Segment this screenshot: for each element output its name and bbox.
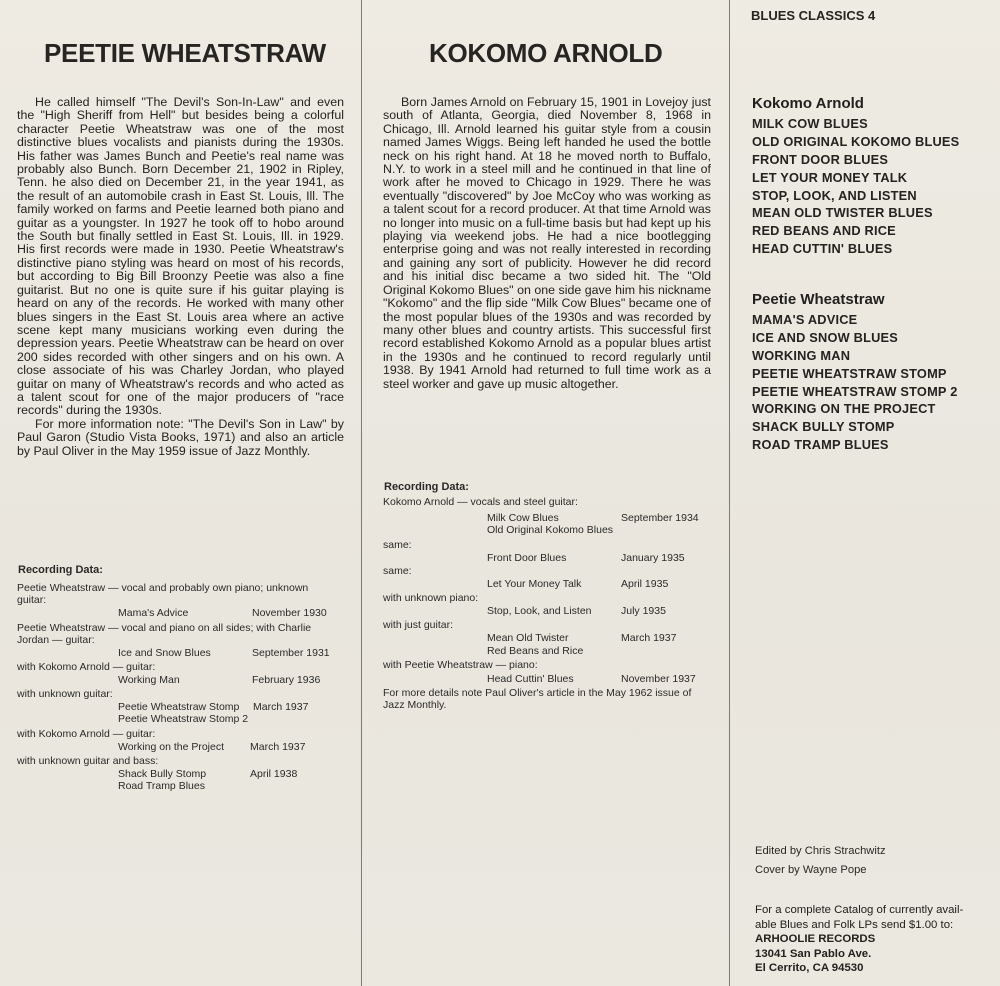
catalog-line: For a complete Catalog of currently avail- bbox=[755, 904, 964, 916]
cover-credit: Cover by Wayne Pope bbox=[755, 864, 867, 876]
track-item: ROAD TRAMP BLUES bbox=[752, 437, 889, 453]
catalog-line: able Blues and Folk LPs send $1.00 to: bbox=[755, 918, 954, 931]
session-date: November 1930 bbox=[252, 607, 327, 619]
track-item: SHACK BULLY STOMP bbox=[752, 419, 895, 435]
session-date: February 1936 bbox=[252, 674, 321, 686]
session-date: March 1937 bbox=[250, 741, 306, 753]
kokomo-arnold-bio bbox=[383, 96, 711, 391]
session-title: Peetie Wheatstraw Stomp 2 bbox=[118, 713, 249, 725]
session-date: March 1937 bbox=[253, 701, 309, 713]
recording-line: with Peetie Wheatstraw — piano: bbox=[383, 659, 538, 671]
session-date: September 1931 bbox=[252, 647, 330, 659]
recording-line: with unknown guitar and bass: bbox=[17, 755, 159, 767]
session-title: Stop, Look, and Listen bbox=[487, 605, 592, 617]
kokomo-arnold-heading: Kokomo Arnold bbox=[752, 95, 864, 112]
session-title: Old Original Kokomo Blues bbox=[487, 524, 614, 536]
record-label-city: El Cerrito, CA 94530 bbox=[755, 962, 864, 975]
track-item: STOP, LOOK, AND LISTEN bbox=[752, 187, 917, 203]
catalog-offer bbox=[755, 903, 963, 976]
session-date: July 1935 bbox=[621, 605, 666, 617]
column-divider-right bbox=[729, 0, 730, 986]
session-title: Mean Old Twister bbox=[487, 632, 569, 644]
recording-line: Jordan — guitar: bbox=[17, 634, 95, 646]
kokomo-arnold-track-list bbox=[752, 116, 959, 259]
session-date: September 1934 bbox=[621, 512, 699, 524]
record-label-street: 13041 San Pablo Ave. bbox=[755, 947, 872, 960]
bio-paragraph: Born James Arnold on February 15, 1901 in Lovejoy just south of Atlanta, Georgia, died November 8, 1968 in Chicago, Ill. Arnold learned his guitar style from a cousin named James Wiggs. Being left handed he used the bottle neck on his right hand. At 18 he moved north to Buffalo, N.Y. to work in a steel mill and he continued in that line of work after he moved to Chicago in 1929. There he was eventually "discovered" by Joe McCoy who was working as a talent scout for a record producer. At that time Arnold was no longer into music on a full-time basis but had kept up his playing via weekend jobs. He had a nice bootlegging enterprise going and was not really interested in recording and gaining any sort of publicity. However he did record and his initial disc became a two sided hit. The "Old Original Kokomo Blues" on one side gave him his nickname "Kokomo" and the flip side "Milk Cow Blues" became one of the most popular blues of the 1930s and was recorded by many other blues and country artists. This successful first record established Kokomo Arnold as a popular blues artist in the 1930s and he continued to record regularly until 1938. By 1941 Arnold had returned to full time work as a steel worker and gave up music altogether. bbox=[383, 95, 711, 391]
session-date: March 1937 bbox=[621, 632, 677, 644]
kokomo-arnold-title: KOKOMO ARNOLD bbox=[429, 38, 663, 68]
session-title: Peetie Wheatstraw Stomp bbox=[118, 701, 240, 713]
recording-line: Kokomo Arnold — vocals and steel guitar: bbox=[383, 496, 578, 508]
track-item: ICE AND SNOW BLUES bbox=[752, 329, 899, 345]
recording-line: with unknown guitar: bbox=[17, 688, 113, 700]
session-date: April 1935 bbox=[621, 578, 669, 590]
track-item: WORKING MAN bbox=[752, 347, 851, 363]
recording-line: Peetie Wheatstraw — vocal and probably own piano; unknown bbox=[17, 582, 309, 594]
recording-line: with unknown piano: bbox=[383, 592, 479, 604]
bio-paragraph: For more information note: "The Devil's Son in Law" by Paul Garon (Studio Vista Books, 1971) and also an article by Paul Oliver in the May 1959 issue of Jazz Monthly. bbox=[17, 416, 344, 458]
session-title: Ice and Snow Blues bbox=[118, 647, 211, 659]
session-title: Working Man bbox=[118, 674, 180, 686]
track-item: RED BEANS AND RICE bbox=[752, 223, 896, 239]
record-label-name: ARHOOLIE RECORDS bbox=[755, 933, 876, 946]
track-item: HEAD CUTTIN' BLUES bbox=[752, 241, 893, 257]
session-date: November 1937 bbox=[621, 673, 696, 685]
session-title: Head Cuttin' Blues bbox=[487, 673, 574, 685]
peetie-wheatstraw-title: PEETIE WHEATSTRAW bbox=[44, 38, 326, 68]
session-title: Red Beans and Rice bbox=[487, 645, 584, 657]
recording-line: same: bbox=[383, 539, 412, 551]
track-item: LET YOUR MONEY TALK bbox=[752, 169, 908, 185]
track-item: FRONT DOOR BLUES bbox=[752, 151, 889, 167]
session-title: Let Your Money Talk bbox=[487, 578, 582, 590]
bio-paragraph: He called himself "The Devil's Son-In-Law" and even the "High Sheriff from Hell" but besides being a colorful character Peetie Wheatstraw was one of the most distinctive blues vocalists and pianists during the 1930s. His father was James Bunch and Peetie's real name was probably also Bunch. Born December 21, 1902 in Ripley, Tenn. he also died on December 21, in the year 1941, as the result of an automobile crash in East St. Louis, Ill. The family worked on farms and Peetie learned both piano and guitar as a youngster. In 1927 he took off to hobo around the South but finally settled in East St. Louis, Ill. in 1929. His first records were made in 1930. Peetie Wheatstraw's distinctive piano styling was heard on most of his records, but according to Big Bill Broonzy Peetie was also a fine guitarist. But no one is quite sure if his guitar playing is heard on any of the records. He worked with many other blues singers in the East St. Louis area where an active scene kept many musicians working even during the depression years. Peetie Wheatstraw can be heard on over 200 sides recorded with other singers and on his own. A close associate of his was Charley Jordan, who played guitar on many of Wheatstraw's records and who acted as a talent scout for one of the major producers of "race records" during the 1930s. bbox=[17, 95, 344, 418]
session-date: April 1938 bbox=[250, 768, 298, 780]
track-item: MILK COW BLUES bbox=[752, 116, 868, 131]
session-title: Mama's Advice bbox=[118, 607, 189, 619]
session-title: Road Tramp Blues bbox=[118, 780, 205, 792]
peetie-wheatstraw-bio bbox=[17, 96, 344, 458]
session-title: Working on the Project bbox=[118, 741, 225, 753]
series-title: BLUES CLASSICS 4 bbox=[751, 8, 876, 23]
track-item: MEAN OLD TWISTER BLUES bbox=[752, 205, 933, 221]
column-divider-left bbox=[361, 0, 362, 986]
recording-line: Peetie Wheatstraw — vocal and piano on all sides; with Charlie bbox=[17, 622, 312, 634]
further-reading-note: For more details note Paul Oliver's article in the May 1962 issue of Jazz Monthly. bbox=[383, 687, 692, 711]
track-item: PEETIE WHEATSTRAW STOMP 2 bbox=[752, 383, 958, 399]
recording-line: guitar: bbox=[17, 594, 47, 606]
track-item: PEETIE WHEATSTRAW STOMP bbox=[752, 365, 947, 381]
peetie-recording-data bbox=[17, 582, 347, 797]
recording-line: with Kokomo Arnold — guitar: bbox=[17, 661, 156, 673]
track-item: MAMA'S ADVICE bbox=[752, 312, 858, 327]
peetie-wheatstraw-track-list bbox=[752, 312, 958, 455]
session-title: Milk Cow Blues bbox=[487, 512, 559, 524]
kokomo-recording-data bbox=[383, 496, 718, 716]
track-item: WORKING ON THE PROJECT bbox=[752, 401, 936, 417]
recording-line: with just guitar: bbox=[383, 619, 454, 631]
recording-line: same: bbox=[383, 565, 412, 577]
recording-line: with Kokomo Arnold — guitar: bbox=[17, 728, 156, 740]
recording-data-heading: Recording Data: bbox=[18, 564, 103, 576]
session-title: Front Door Blues bbox=[487, 552, 567, 564]
session-date: January 1935 bbox=[621, 552, 685, 564]
editor-credit: Edited by Chris Strachwitz bbox=[755, 845, 886, 857]
recording-data-heading: Recording Data: bbox=[384, 481, 469, 493]
session-title: Shack Bully Stomp bbox=[118, 768, 207, 780]
peetie-wheatstraw-heading: Peetie Wheatstraw bbox=[752, 291, 885, 308]
track-item: OLD ORIGINAL KOKOMO BLUES bbox=[752, 133, 960, 149]
